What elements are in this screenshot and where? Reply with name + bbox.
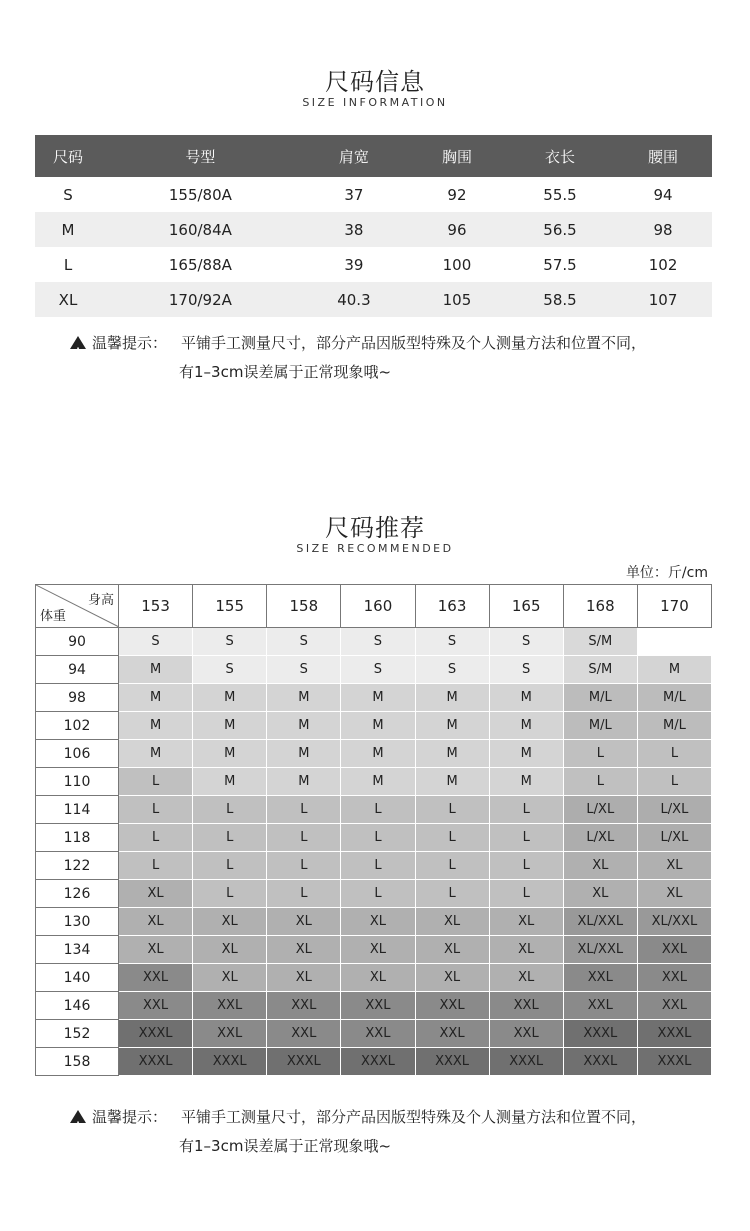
- size-cell: S: [341, 628, 415, 656]
- size-cell: L/XL: [637, 824, 711, 852]
- size-cell: S: [119, 628, 193, 656]
- size-cell: M: [119, 740, 193, 768]
- weight-cell: 140: [36, 964, 119, 992]
- info-cell: 165/88A: [168, 255, 232, 274]
- size-cell: L: [415, 824, 489, 852]
- size-cell: S: [415, 656, 489, 684]
- size-cell: M: [193, 768, 267, 796]
- unit-label: 单位：斤/cm: [625, 565, 708, 581]
- size-cell: L: [193, 880, 267, 908]
- size-cell: M/L: [637, 684, 711, 712]
- info-cell: 55.5: [543, 185, 577, 204]
- size-cell: XXL: [637, 964, 711, 992]
- height-header-cell: 170: [637, 585, 711, 628]
- size-cell: M: [489, 684, 563, 712]
- size-cell: L/XL: [563, 824, 637, 852]
- tip-label: 温馨提示：: [92, 1108, 168, 1126]
- size-cell: L: [267, 796, 341, 824]
- size-cell: XXL: [193, 992, 267, 1020]
- weight-row: [36, 908, 712, 936]
- size-cell: XXL: [193, 1020, 267, 1048]
- size-cell: XL: [637, 852, 711, 880]
- size-cell: XL: [341, 908, 415, 936]
- size-cell: L: [119, 852, 193, 880]
- info-title: 尺码信息: [325, 68, 425, 96]
- size-cell: L: [637, 768, 711, 796]
- size-cell: L: [193, 852, 267, 880]
- tip-line2: 有1–3cm误差属于正常现象哦~: [179, 1137, 392, 1155]
- size-info-table: [35, 135, 712, 317]
- weight-row: [36, 964, 712, 992]
- size-cell: XL: [489, 964, 563, 992]
- size-cell: M: [193, 740, 267, 768]
- weight-cell: 98: [36, 684, 119, 712]
- size-cell: L: [119, 796, 193, 824]
- size-cell: XL: [489, 908, 563, 936]
- warning-icon: [70, 1110, 86, 1123]
- size-cell: [637, 628, 711, 656]
- info-cell: XL: [35, 282, 101, 317]
- weight-cell: 130: [36, 908, 119, 936]
- weight-row: [36, 656, 712, 684]
- size-cell: XXL: [637, 992, 711, 1020]
- size-cell: L: [119, 768, 193, 796]
- size-cell: S: [489, 628, 563, 656]
- height-header-cell: 168: [563, 585, 637, 628]
- weight-row: [36, 796, 712, 824]
- size-cell: M: [341, 768, 415, 796]
- rec-title: 尺码推荐: [325, 514, 425, 542]
- info-cell: 37: [344, 185, 364, 204]
- size-cell: XL: [415, 964, 489, 992]
- weight-row: [36, 936, 712, 964]
- info-cell: 92: [447, 185, 467, 204]
- size-cell: XXXL: [637, 1020, 711, 1048]
- size-cell: M: [119, 712, 193, 740]
- size-cell: L/XL: [563, 796, 637, 824]
- size-cell: XL: [193, 936, 267, 964]
- info-cell: 170/92A: [101, 282, 300, 317]
- size-cell: XXL: [489, 992, 563, 1020]
- info-cell: 94: [653, 185, 673, 204]
- size-cell: M: [119, 684, 193, 712]
- size-cell: XL: [193, 964, 267, 992]
- corner-height-label: 身高: [87, 593, 114, 608]
- size-info-header: [35, 135, 712, 177]
- weight-row: [36, 1020, 712, 1048]
- size-cell: L: [489, 796, 563, 824]
- size-cell: XL: [119, 880, 193, 908]
- size-cell: L: [119, 824, 193, 852]
- table-row: [35, 247, 712, 282]
- size-cell: XXXL: [119, 1020, 193, 1048]
- info-cell: 39: [344, 255, 364, 274]
- info-cell: 38: [300, 212, 408, 247]
- weight-cell: 134: [36, 936, 119, 964]
- weight-cell: 114: [36, 796, 119, 824]
- size-cell: M: [415, 712, 489, 740]
- size-cell: M: [489, 712, 563, 740]
- size-cell: XXL: [267, 1020, 341, 1048]
- size-cell: XL: [637, 880, 711, 908]
- size-cell: M: [267, 684, 341, 712]
- size-cell: S: [489, 656, 563, 684]
- size-cell: L/XL: [637, 796, 711, 824]
- size-cell: XL: [563, 852, 637, 880]
- weight-row: [36, 628, 712, 656]
- size-cell: XXXL: [415, 1048, 489, 1076]
- size-cell: S: [193, 656, 267, 684]
- info-cell: 105: [408, 282, 506, 317]
- size-cell: L: [267, 880, 341, 908]
- info-cell: 100: [442, 255, 472, 274]
- weight-cell: 118: [36, 824, 119, 852]
- size-cell: XL: [415, 936, 489, 964]
- tip-note-bottom: [70, 1103, 646, 1161]
- info-cell: 96: [408, 212, 506, 247]
- height-header-cell: 165: [489, 585, 563, 628]
- tip-line2: 有1–3cm误差属于正常现象哦~: [179, 363, 392, 381]
- size-cell: XXXL: [119, 1048, 193, 1076]
- weight-cell: 158: [36, 1048, 119, 1076]
- size-cell: XL: [267, 964, 341, 992]
- size-cell: M: [341, 712, 415, 740]
- size-cell: XXL: [563, 992, 637, 1020]
- weight-cell: 122: [36, 852, 119, 880]
- info-cell: 107: [614, 282, 712, 317]
- size-cell: XL: [267, 908, 341, 936]
- size-cell: XXXL: [563, 1020, 637, 1048]
- size-cell: S: [267, 628, 341, 656]
- weight-row: [36, 712, 712, 740]
- size-cell: M: [267, 740, 341, 768]
- info-header-cell: 胸围: [408, 135, 506, 177]
- size-cell: XXXL: [637, 1048, 711, 1076]
- size-cell: XXL: [489, 1020, 563, 1048]
- size-cell: L: [489, 880, 563, 908]
- weight-cell: 106: [36, 740, 119, 768]
- size-cell: XL/XXL: [563, 908, 637, 936]
- size-cell: L: [489, 852, 563, 880]
- weight-row: [36, 1048, 712, 1076]
- size-cell: S: [193, 628, 267, 656]
- weight-cell: 126: [36, 880, 119, 908]
- weight-row: [36, 740, 712, 768]
- size-cell: M: [267, 712, 341, 740]
- size-cell: XXXL: [341, 1048, 415, 1076]
- weight-cell: 146: [36, 992, 119, 1020]
- size-cell: XXL: [341, 992, 415, 1020]
- weight-cell: 152: [36, 1020, 119, 1048]
- size-cell: L: [341, 824, 415, 852]
- size-cell: XL: [119, 908, 193, 936]
- height-header-row: [36, 585, 712, 628]
- size-cell: XL: [415, 908, 489, 936]
- weight-cell: 110: [36, 768, 119, 796]
- table-row: [35, 177, 712, 212]
- size-cell: S/M: [563, 656, 637, 684]
- size-cell: M: [415, 768, 489, 796]
- size-cell: XL: [193, 908, 267, 936]
- size-cell: XXXL: [563, 1048, 637, 1076]
- size-cell: XXL: [267, 992, 341, 1020]
- height-header-cell: 160: [341, 585, 415, 628]
- info-header-cell: 衣长: [506, 135, 614, 177]
- size-cell: M: [193, 712, 267, 740]
- info-cell: 160/84A: [101, 212, 300, 247]
- weight-row: [36, 684, 712, 712]
- size-cell: XXXL: [267, 1048, 341, 1076]
- size-cell: L: [415, 796, 489, 824]
- tip-note-top: [70, 329, 646, 387]
- info-header-cell: 腰围: [614, 135, 712, 177]
- size-cell: XL: [341, 936, 415, 964]
- size-cell: L: [415, 880, 489, 908]
- size-cell: L: [267, 824, 341, 852]
- height-header-cell: 155: [193, 585, 267, 628]
- corner-weight-label: 体重: [40, 609, 67, 624]
- size-cell: XXL: [341, 1020, 415, 1048]
- size-cell: L: [637, 740, 711, 768]
- size-cell: S/M: [563, 628, 637, 656]
- size-cell: XL: [119, 936, 193, 964]
- size-cell: L: [341, 880, 415, 908]
- size-cell: M: [119, 656, 193, 684]
- size-cell: XXL: [415, 1020, 489, 1048]
- size-cell: XXL: [637, 936, 711, 964]
- size-cell: M/L: [563, 684, 637, 712]
- height-header-cell: 163: [415, 585, 489, 628]
- size-cell: L: [415, 852, 489, 880]
- table-row: [35, 212, 712, 247]
- weight-row: [36, 852, 712, 880]
- size-cell: L: [193, 796, 267, 824]
- info-cell: L: [63, 255, 73, 274]
- size-cell: XL/XXL: [637, 908, 711, 936]
- info-cell: 102: [648, 255, 678, 274]
- size-cell: XL: [267, 936, 341, 964]
- size-cell: M: [193, 684, 267, 712]
- weight-row: [36, 824, 712, 852]
- weight-row: [36, 880, 712, 908]
- size-cell: L: [193, 824, 267, 852]
- info-header-cell: 号型: [101, 135, 300, 177]
- size-recommend-table: [35, 584, 712, 1076]
- size-cell: XL: [489, 936, 563, 964]
- size-cell: XXXL: [489, 1048, 563, 1076]
- size-cell: XXL: [119, 992, 193, 1020]
- size-cell: M: [415, 740, 489, 768]
- info-cell: 40.3: [300, 282, 408, 317]
- weight-cell: 102: [36, 712, 119, 740]
- info-cell: 58.5: [506, 282, 614, 317]
- size-cell: L: [563, 740, 637, 768]
- info-cell: 56.5: [506, 212, 614, 247]
- weight-cell: 90: [36, 628, 119, 656]
- size-cell: M: [341, 740, 415, 768]
- size-cell: M: [341, 684, 415, 712]
- size-cell: M: [489, 740, 563, 768]
- tip-line1: 平铺手工测量尺寸，部分产品因版型特殊及个人测量方法和位置不同，: [181, 1108, 647, 1126]
- size-cell: L: [267, 852, 341, 880]
- size-cell: XL/XXL: [563, 936, 637, 964]
- size-cell: M/L: [563, 712, 637, 740]
- height-header-cell: 153: [119, 585, 193, 628]
- height-header-cell: 158: [267, 585, 341, 628]
- tip-line1: 平铺手工测量尺寸，部分产品因版型特殊及个人测量方法和位置不同，: [181, 334, 647, 352]
- rec-subtitle: SIZE RECOMMENDED: [296, 542, 454, 555]
- size-cell: L: [563, 768, 637, 796]
- size-cell: XL: [341, 964, 415, 992]
- size-cell: M: [415, 684, 489, 712]
- weight-row: [36, 768, 712, 796]
- info-cell: M: [35, 212, 101, 247]
- weight-row: [36, 992, 712, 1020]
- tip-label: 温馨提示：: [92, 334, 168, 352]
- table-row: [35, 282, 712, 317]
- size-cell: M: [267, 768, 341, 796]
- size-cell: L: [489, 824, 563, 852]
- size-cell: L: [341, 852, 415, 880]
- info-header-cell: 尺码: [35, 135, 101, 177]
- warning-icon: [70, 336, 86, 349]
- size-cell: XXL: [563, 964, 637, 992]
- size-cell: M: [489, 768, 563, 796]
- size-cell: XXXL: [193, 1048, 267, 1076]
- info-cell: 155/80A: [168, 185, 232, 204]
- size-cell: XXL: [415, 992, 489, 1020]
- info-cell: 57.5: [543, 255, 577, 274]
- info-subtitle: SIZE INFORMATION: [302, 96, 448, 109]
- corner-header: [36, 585, 119, 628]
- size-cell: XL: [563, 880, 637, 908]
- size-cell: S: [341, 656, 415, 684]
- info-cell: 98: [614, 212, 712, 247]
- info-header-cell: 肩宽: [300, 135, 408, 177]
- size-cell: S: [415, 628, 489, 656]
- size-cell: S: [267, 656, 341, 684]
- info-cell: S: [63, 185, 73, 204]
- weight-cell: 94: [36, 656, 119, 684]
- size-cell: XXL: [119, 964, 193, 992]
- size-cell: M/L: [637, 712, 711, 740]
- size-cell: M: [637, 656, 711, 684]
- size-cell: L: [341, 796, 415, 824]
